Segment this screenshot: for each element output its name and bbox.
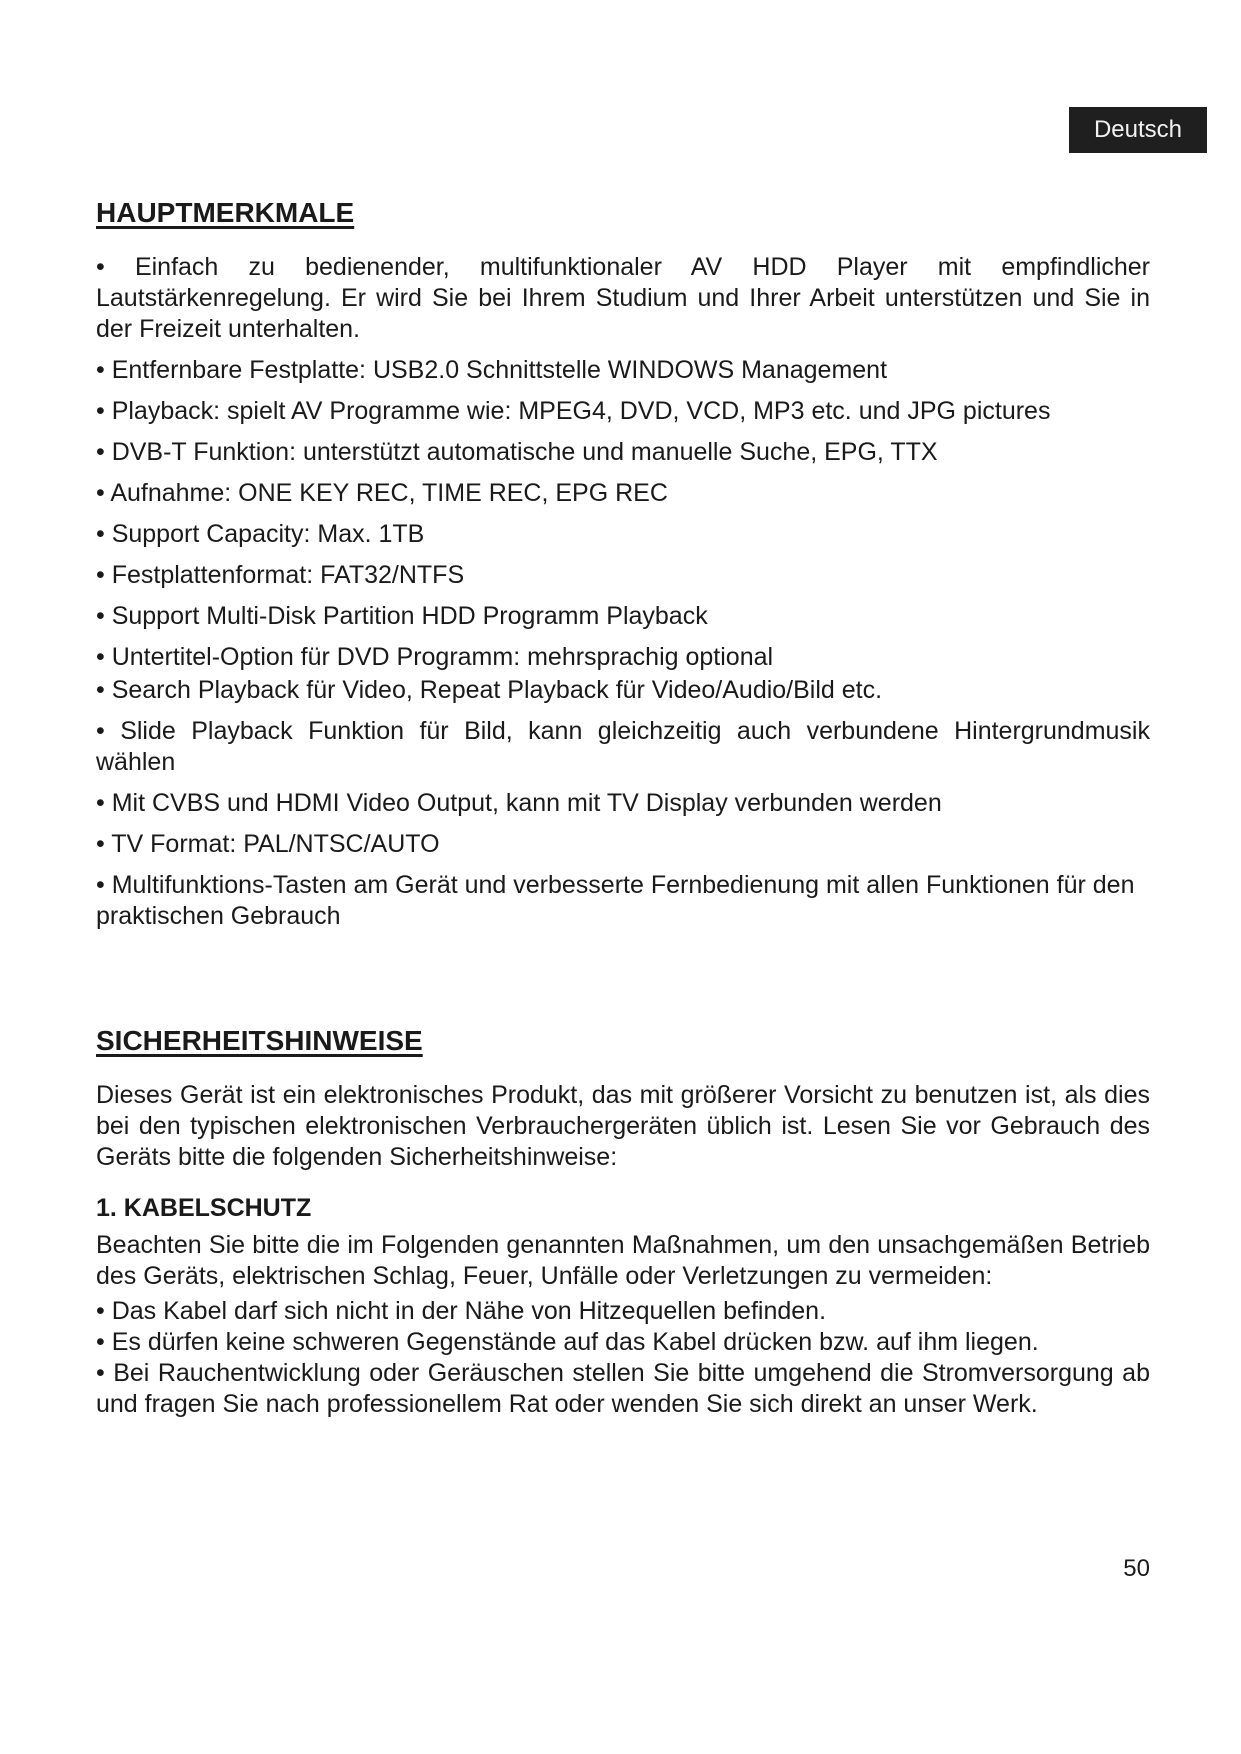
features-heading: HAUPTMERKMALE <box>96 197 355 228</box>
list-item: • Das Kabel darf sich nicht in der Nähe von Hitzequellen befinden. <box>96 1297 827 1325</box>
list-item: • Support Multi-Disk Partition HDD Programm Playback <box>96 602 708 630</box>
list-item: • Untertitel-Option für DVD Programm: mehrsprachig optional <box>96 643 774 671</box>
cable-protection-intro: Beachten Sie bitte die im Folgenden genannten Maßnahmen, um den unsachgemäßen Betrieb des Geräts, elektrischen Schlag, Feuer, Unfälle oder Verletzungen zu vermeiden: <box>96 1231 1150 1290</box>
features-list <box>96 252 1150 932</box>
cable-protection-list <box>96 1296 1150 1420</box>
language-tab: Deutsch <box>1069 107 1207 153</box>
list-item: • TV Format: PAL/NTSC/AUTO <box>96 830 440 858</box>
page-content <box>96 196 1150 1420</box>
list-item: • Search Playback für Video, Repeat Playback für Video/Audio/Bild etc. <box>96 676 883 704</box>
list-item: • Multifunktions-Tasten am Gerät und verbesserte Fernbedienung mit allen Funktionen für den praktischen Gebrauch <box>96 871 1135 930</box>
list-item: • Festplattenformat: FAT32/NTFS <box>96 561 465 589</box>
safety-intro: Dieses Gerät ist ein elektronisches Produkt, das mit größerer Vorsicht zu benutzen ist, als dies bei den typischen elektronischen Verbrauchergeräten üblich ist. Lesen Sie vor Gebrauch des Geräts bitte die folgenden Sicherheitshinweise: <box>96 1081 1150 1171</box>
list-item: • Mit CVBS und HDMI Video Output, kann mit TV Display verbunden werden <box>96 789 942 817</box>
list-item: • Einfach zu bedienender, multifunktionaler AV HDD Player mit empfindlicher Lautstärkenregelung. Er wird Sie bei Ihrem Studium und Ihrer Arbeit unterstützen und Sie in der Freizeit unterhalten. <box>96 253 1150 343</box>
list-item: • Bei Rauchentwicklung oder Geräuschen stellen Sie bitte umgehend die Stromversorgung ab und fragen Sie nach professionellem Rat oder wenden Sie sich direkt an unser Werk. <box>96 1359 1150 1418</box>
list-item: • Playback: spielt AV Programme wie: MPEG4, DVD, VCD, MP3 etc. und JPG pictures <box>96 397 1051 425</box>
list-item: • Entfernbare Festplatte: USB2.0 Schnittstelle WINDOWS Management <box>96 356 888 384</box>
list-item: • DVB-T Funktion: unterstützt automatische und manuelle Suche, EPG, TTX <box>96 438 938 466</box>
list-item: • Es dürfen keine schweren Gegenstände auf das Kabel drücken bzw. auf ihm liegen. <box>96 1328 1039 1356</box>
cable-protection-heading: 1. KABELSCHUTZ <box>96 1194 312 1222</box>
list-item: • Support Capacity: Max. 1TB <box>96 520 425 548</box>
list-item: • Aufnahme: ONE KEY REC, TIME REC, EPG REC <box>96 479 668 507</box>
page-number: 50 <box>1123 1555 1150 1582</box>
list-item: • Slide Playback Funktion für Bild, kann gleichzeitig auch verbundene Hintergrundmusik wählen <box>96 717 1150 776</box>
safety-heading: SICHERHEITSHINWEISE <box>96 1025 423 1056</box>
